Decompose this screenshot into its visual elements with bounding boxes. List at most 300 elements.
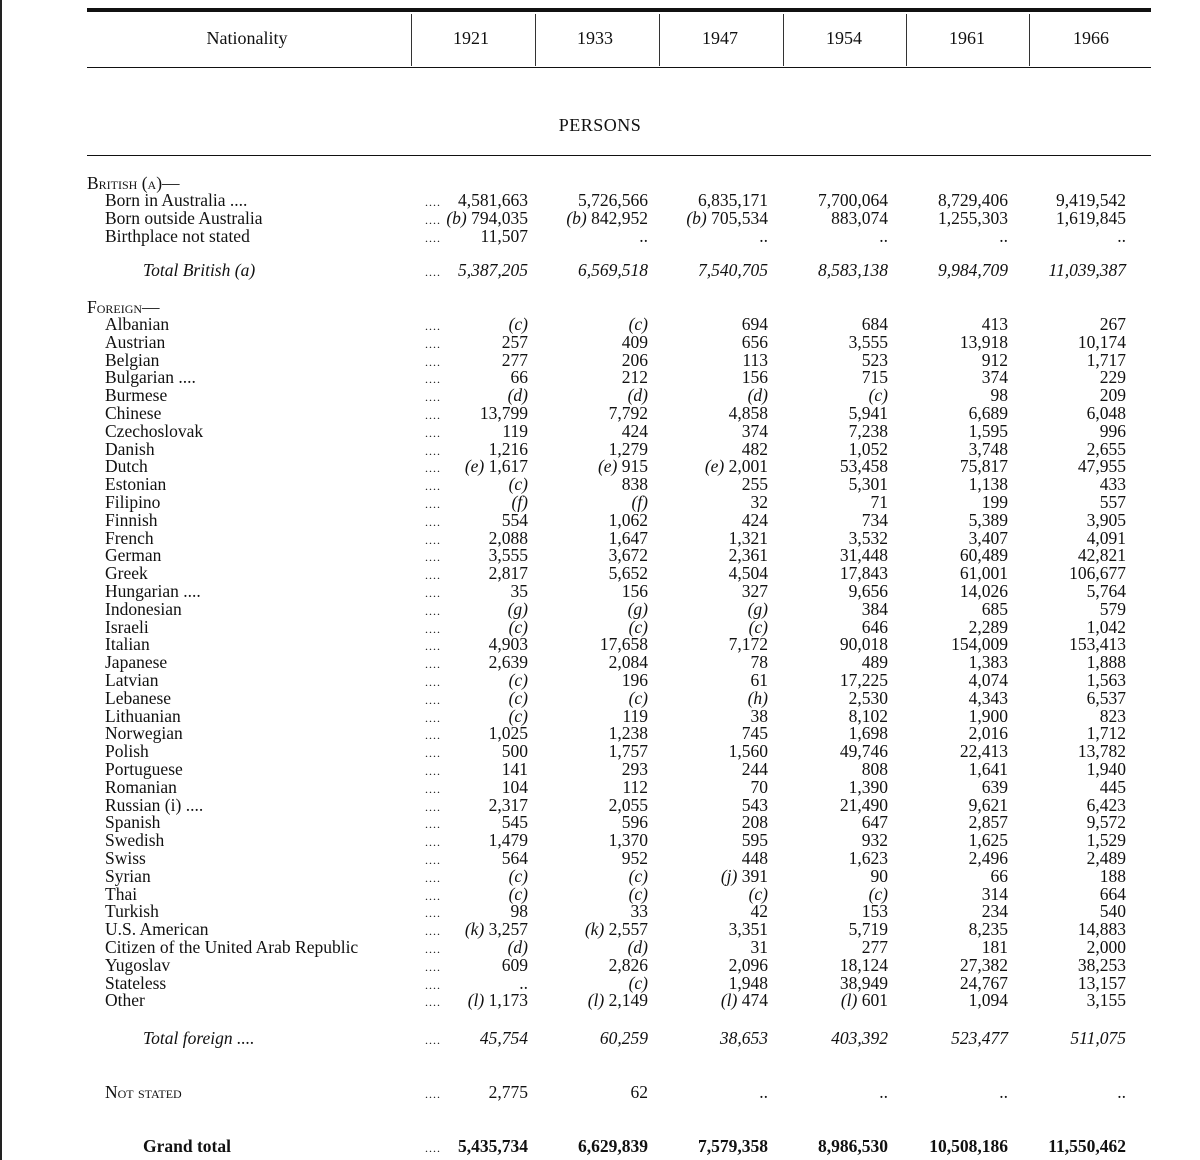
cell-value: 1,560 (728, 741, 768, 762)
row-label: Polish (105, 741, 149, 762)
cell-value: 78 (750, 652, 768, 673)
cell-value: 5,941 (848, 403, 888, 423)
table-row (0, 671, 1200, 689)
cell-value: 1,940 (1086, 759, 1126, 779)
cell-value: 1,563 (1086, 670, 1126, 690)
cell-value: 595 (741, 830, 768, 851)
cell-value: 38 (750, 705, 768, 726)
header-year: 1961 (949, 28, 985, 48)
table-row (0, 778, 1200, 796)
row-label: Lebanese (105, 687, 172, 708)
cell-value: 5,389 (968, 509, 1008, 530)
leader-dots: .... (425, 213, 441, 227)
cell-value: 409 (621, 331, 648, 352)
cell-value: 10,174 (1077, 331, 1126, 352)
table-row (0, 902, 1200, 920)
cell-value: (c) (868, 385, 888, 406)
cell-value: 38,949 (839, 972, 888, 993)
cell-value: 424 (741, 509, 768, 530)
cell-value: 4,581,663 (458, 190, 528, 210)
leader-dots: .... (425, 639, 441, 654)
cell-value: 2,530 (848, 687, 888, 708)
cell-value: 277 (861, 937, 888, 957)
cell-value: (c) (508, 883, 528, 904)
leader-dots: .... (425, 568, 441, 583)
cell-value: 106,677 (1069, 563, 1126, 584)
table-row (0, 635, 1200, 653)
cell-value: .. (519, 972, 528, 993)
leader-dots: .... (425, 425, 441, 440)
row-label: Bulgarian .... (105, 367, 196, 388)
cell-value: 540 (1099, 901, 1126, 922)
cell-value: 579 (1099, 598, 1126, 619)
cell-value: (e) 1,617 (464, 456, 528, 477)
cell-value: 61 (750, 670, 768, 690)
table-row (0, 440, 1200, 458)
header-year: 1933 (577, 28, 613, 48)
cell-value: 212 (621, 367, 648, 388)
cell-value: 267 (1099, 314, 1126, 334)
cell-value: 5,652 (608, 563, 648, 584)
cell-value: 932 (861, 830, 888, 851)
cell-value: 1,255,303 (938, 208, 1008, 228)
row-label: Spanish (105, 812, 161, 833)
cell-value: 6,423 (1086, 794, 1126, 815)
cell-value: 13,782 (1077, 741, 1126, 762)
table-row (0, 529, 1200, 547)
cell-value: 181 (981, 937, 1008, 957)
row-label: Chinese (105, 403, 162, 423)
leader-dots: .... (425, 336, 441, 351)
row-label: Romanian (105, 776, 177, 797)
leader-dots: .... (425, 514, 441, 529)
row-label: Born in Australia .... (105, 190, 248, 210)
cell-value: 27,382 (959, 954, 1008, 975)
row-label: Albanian (105, 314, 170, 334)
cell-value: 3,672 (608, 545, 648, 566)
cell-value: 1,370 (608, 830, 648, 851)
cell-value: .. (759, 1082, 768, 1102)
cell-value: 2,817 (488, 563, 528, 584)
cell-value: 2,489 (1086, 848, 1126, 868)
table-row (0, 475, 1200, 493)
cell-value: 433 (1099, 474, 1126, 495)
cell-value: 1,757 (608, 741, 648, 762)
cell-value: 1,042 (1086, 616, 1126, 637)
leader-dots: .... (425, 265, 441, 279)
cell-value: 1,717 (1086, 349, 1126, 370)
table-row (0, 493, 1200, 511)
cell-value: 66 (990, 865, 1008, 886)
row-label: Danish (105, 438, 155, 459)
cell-value: 511,075 (1070, 1028, 1126, 1048)
cell-value: 2,639 (488, 652, 528, 673)
header-rule (87, 67, 1151, 68)
cell-value: 6,629,839 (578, 1136, 648, 1156)
cell-value: (b) 842,952 (566, 208, 648, 228)
cell-value: 545 (501, 812, 528, 833)
cell-value: 8,583,138 (818, 260, 888, 280)
row-label: Czechoslovak (105, 420, 204, 441)
table-row (0, 546, 1200, 564)
table-row (0, 724, 1200, 742)
leader-dots: .... (425, 603, 441, 618)
cell-value: 9,656 (848, 581, 888, 601)
section-rule (87, 155, 1151, 156)
cell-value: 4,091 (1086, 527, 1126, 548)
cell-value: 2,361 (728, 545, 768, 566)
cell-value: 2,857 (968, 812, 1008, 833)
cell-value: (c) (748, 616, 768, 637)
cell-value: 156 (741, 367, 768, 388)
cell-value: 32 (750, 492, 768, 512)
cell-value: 2,317 (488, 794, 528, 815)
table-row (0, 511, 1200, 529)
cell-value: 7,579,358 (698, 1136, 768, 1156)
cell-value: 327 (741, 581, 768, 601)
cell-value: 24,767 (959, 972, 1008, 993)
cell-value: 153 (861, 901, 888, 922)
cell-value: 14,026 (959, 581, 1008, 601)
column-separator (535, 14, 536, 66)
cell-value: .. (1117, 226, 1126, 246)
row-label: Not stated (105, 1082, 182, 1102)
column-separator (783, 14, 784, 66)
leader-dots: .... (425, 746, 441, 761)
row-label: Syrian (105, 865, 151, 886)
cell-value: 1,138 (968, 474, 1008, 495)
table-row (0, 742, 1200, 760)
cell-value: 188 (1099, 865, 1126, 886)
cell-value: 153,413 (1069, 634, 1126, 655)
cell-value: 208 (741, 812, 768, 833)
cell-value: 234 (981, 901, 1008, 922)
cell-value: 2,496 (968, 848, 1008, 868)
cell-value: 2,088 (488, 527, 528, 548)
leader-dots: .... (425, 586, 441, 600)
cell-value: 1,383 (968, 652, 1008, 673)
row-label: Birthplace not stated (105, 226, 250, 246)
cell-value: 2,289 (968, 616, 1008, 637)
cell-value: 694 (741, 314, 768, 334)
cell-value: 1,529 (1086, 830, 1126, 851)
cell-value: 6,835,171 (698, 190, 768, 210)
cell-value: 374 (981, 367, 1008, 388)
row-label: Filipino (105, 492, 161, 512)
leader-dots: .... (425, 443, 441, 458)
leader-dots: .... (425, 692, 441, 707)
cell-value: 13,918 (959, 331, 1008, 352)
cell-value: (c) (508, 314, 528, 334)
cell-value: 734 (861, 509, 888, 530)
cell-value: 113 (742, 349, 768, 370)
cell-value: 1,390 (848, 776, 888, 797)
row-label: Indonesian (105, 598, 182, 619)
cell-value: (c) (628, 883, 648, 904)
cell-value: 684 (861, 314, 888, 334)
row-label: Swiss (105, 848, 146, 868)
leader-dots: .... (425, 675, 441, 689)
cell-value: 1,238 (608, 723, 648, 744)
row-label: Foreign— (87, 297, 160, 317)
cell-value: .. (639, 226, 648, 246)
cell-value: 2,084 (608, 652, 648, 673)
table-row (0, 618, 1200, 636)
table-row (0, 404, 1200, 422)
leader-dots: .... (425, 888, 441, 903)
cell-value: 5,301 (848, 474, 888, 495)
header-year: 1966 (1073, 28, 1109, 48)
row-label: Finnish (105, 509, 158, 530)
cell-value: (l) 1,173 (467, 990, 528, 1011)
cell-value: 1,888 (1086, 652, 1126, 673)
cell-value: .. (1117, 1082, 1126, 1102)
cell-value: 7,700,064 (818, 190, 888, 210)
cell-value: (f) (631, 492, 648, 512)
row-label: Norwegian (105, 723, 183, 744)
row-label: Lithuanian (105, 705, 181, 726)
cell-value: 293 (621, 759, 648, 779)
cell-value: 70 (750, 776, 768, 797)
cell-value: (g) (747, 598, 768, 619)
row-label: Israeli (105, 616, 149, 637)
row-label: Thai (105, 883, 138, 904)
row-label: Belgian (105, 349, 160, 370)
cell-value: 1,698 (848, 723, 888, 744)
cell-value: 6,569,518 (578, 260, 648, 280)
cell-value: 715 (861, 367, 888, 388)
cell-value: 229 (1099, 367, 1126, 388)
cell-value: 3,555 (848, 331, 888, 352)
cell-value: 543 (741, 794, 768, 815)
cell-value: 60,259 (599, 1028, 648, 1048)
cell-value: (b) 794,035 (446, 208, 528, 228)
cell-value: 277 (501, 349, 528, 370)
table-row (0, 885, 1200, 903)
cell-value: 1,625 (968, 830, 1008, 851)
row-label: Russian (i) .... (105, 794, 204, 815)
cell-value: 3,748 (968, 438, 1008, 459)
cell-value: 5,387,205 (458, 260, 528, 280)
cell-value: 2,096 (728, 954, 768, 975)
cell-value: 8,986,530 (818, 1136, 888, 1156)
cell-value: .. (999, 1082, 1008, 1102)
leader-dots: .... (425, 479, 441, 494)
cell-value: 314 (981, 883, 1008, 904)
cell-value: 71 (870, 492, 888, 512)
leader-dots: .... (425, 390, 441, 405)
table-row (0, 422, 1200, 440)
cell-value: 1,479 (488, 830, 528, 851)
grand-total-row (0, 1137, 1200, 1155)
cell-value: 10,508,186 (929, 1136, 1008, 1156)
cell-value: 952 (621, 848, 648, 868)
row-label: U.S. American (105, 919, 209, 940)
cell-value: 500 (501, 741, 528, 762)
cell-value: 104 (501, 776, 528, 797)
row-label: Swedish (105, 830, 165, 851)
cell-value: 2,000 (1086, 937, 1126, 957)
cell-value: (b) 705,534 (686, 208, 768, 228)
cell-value: (c) (628, 687, 648, 708)
table-row (0, 974, 1200, 992)
cell-value: 75,817 (959, 456, 1008, 477)
cell-value: 4,504 (728, 563, 768, 584)
cell-value: .. (999, 226, 1008, 246)
column-separator (1029, 14, 1030, 66)
cell-value: 18,124 (839, 954, 888, 975)
cell-value: 1,712 (1086, 723, 1126, 744)
cell-value: 4,343 (968, 687, 1008, 708)
cell-value: (c) (628, 865, 648, 886)
cell-value: 7,238 (848, 420, 888, 441)
cell-value: 489 (861, 652, 888, 673)
cell-value: 1,052 (848, 438, 888, 459)
table-row (0, 209, 1200, 227)
cell-value: 564 (501, 848, 528, 868)
cell-value: (d) (747, 385, 768, 406)
cell-value: 2,775 (488, 1082, 528, 1102)
header-year: 1921 (453, 28, 489, 48)
cell-value: 745 (741, 723, 768, 744)
header-year: 1954 (826, 28, 862, 48)
cell-value: 156 (621, 581, 648, 601)
cell-value: 1,641 (968, 759, 1008, 779)
row-label: Turkish (105, 901, 159, 922)
cell-value: 14,883 (1077, 919, 1126, 940)
cell-value: 1,900 (968, 705, 1008, 726)
cell-value: 384 (861, 598, 888, 619)
table-row (0, 956, 1200, 974)
leader-dots: .... (425, 870, 441, 885)
row-label: Portuguese (105, 759, 183, 779)
cell-value: 2,016 (968, 723, 1008, 744)
column-separator (906, 14, 907, 66)
leader-dots: .... (425, 231, 441, 245)
cell-value: 1,216 (488, 438, 528, 459)
leader-dots: .... (425, 906, 441, 921)
cell-value: .. (879, 226, 888, 246)
cell-value: 523,477 (951, 1028, 1008, 1048)
cell-value: 9,984,709 (938, 260, 1008, 280)
cell-value: 523 (861, 349, 888, 370)
row-label: French (105, 527, 154, 548)
leader-dots: .... (425, 764, 441, 778)
table-row (0, 831, 1200, 849)
table-row (0, 796, 1200, 814)
leader-dots: .... (425, 853, 441, 867)
cell-value: (c) (628, 972, 648, 993)
leader-dots: .... (425, 372, 441, 387)
row-label: Estonian (105, 474, 167, 495)
cell-value: (c) (508, 474, 528, 495)
cell-value: 6,689 (968, 403, 1008, 423)
cell-value: 42,821 (1077, 545, 1126, 566)
cell-value: (c) (748, 883, 768, 904)
leader-dots: .... (425, 657, 441, 672)
table-row (0, 689, 1200, 707)
cell-value: 2,826 (608, 954, 648, 975)
cell-value: 21,490 (839, 794, 888, 815)
cell-value: 2,055 (608, 794, 648, 815)
cell-value: 90,018 (839, 634, 888, 655)
cell-value: (c) (508, 687, 528, 708)
row-label: Other (105, 990, 145, 1011)
cell-value: 482 (741, 438, 768, 459)
row-label: German (105, 545, 162, 566)
cell-value: 7,172 (728, 634, 768, 655)
cell-value: 4,858 (728, 403, 768, 423)
cell-value: 11,507 (480, 226, 528, 246)
table-row (0, 386, 1200, 404)
cell-value: (d) (507, 385, 528, 406)
cell-value: (k) 3,257 (464, 919, 528, 940)
cell-value: 206 (621, 349, 648, 370)
cell-value: 8,729,406 (938, 190, 1008, 210)
cell-value: 647 (861, 812, 888, 833)
cell-value: 11,550,462 (1048, 1136, 1126, 1156)
cell-value: (l) 2,149 (587, 990, 648, 1011)
column-separator (659, 14, 660, 66)
leader-dots: .... (425, 942, 441, 956)
cell-value: 1,025 (488, 723, 528, 744)
cell-value: 8,235 (968, 919, 1008, 940)
leader-dots: .... (425, 1141, 441, 1155)
cell-value: 1,279 (608, 438, 648, 459)
cell-value: 3,155 (1086, 990, 1126, 1011)
cell-value: 6,537 (1086, 687, 1126, 708)
cell-value: 47,955 (1077, 456, 1126, 477)
cell-value: (g) (507, 598, 528, 619)
table-row (0, 707, 1200, 725)
cell-value: 374 (741, 420, 768, 441)
cell-value: 62 (630, 1082, 648, 1102)
cell-value: 1,595 (968, 420, 1008, 441)
cell-value: 4,903 (488, 634, 528, 655)
table-row (0, 849, 1200, 867)
total-row (0, 261, 1200, 279)
cell-value: 209 (1099, 385, 1126, 406)
cell-value: (d) (627, 937, 648, 957)
cell-value: 403,392 (831, 1028, 888, 1048)
leader-dots: .... (425, 710, 441, 725)
cell-value: (c) (508, 670, 528, 690)
cell-value: 448 (741, 848, 768, 868)
cell-value: 90 (870, 865, 888, 886)
cell-value: 1,623 (848, 848, 888, 868)
table-row (0, 991, 1200, 1009)
total-row (0, 1029, 1200, 1047)
cell-value: 1,948 (728, 972, 768, 993)
not-stated-row (0, 1083, 1200, 1101)
cell-value: (j) 391 (720, 865, 768, 886)
cell-value: .. (879, 1082, 888, 1102)
table-row (0, 333, 1200, 351)
cell-value: 196 (621, 670, 648, 690)
cell-value: 5,435,734 (458, 1136, 528, 1156)
leader-dots: .... (425, 835, 441, 850)
leader-dots: .... (425, 781, 441, 796)
header-nationality: Nationality (206, 28, 288, 48)
row-label: Japanese (105, 652, 168, 673)
cell-value: 98 (510, 901, 528, 922)
cell-value: 3,532 (848, 527, 888, 548)
cell-value: (k) 2,557 (584, 919, 648, 940)
cell-value: 5,719 (848, 919, 888, 940)
cell-value: 685 (981, 598, 1008, 619)
leader-dots: .... (425, 319, 441, 333)
cell-value: 609 (501, 954, 528, 975)
